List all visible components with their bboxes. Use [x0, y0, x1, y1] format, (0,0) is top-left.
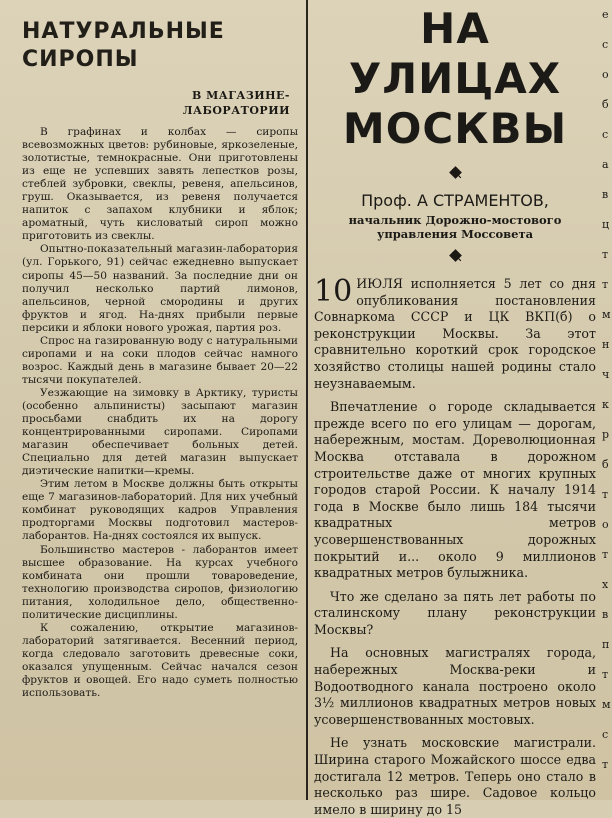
edge-fragment: н [602, 338, 610, 351]
edge-fragment: т [602, 548, 609, 561]
left-paragraph: Уезжающие на зимовку в Арктику, туристы (особенно альпинисты) засыпают магазин просьбами снабдить их на дорогу концентрированными сиропами. Сиропами магазин обеспечивает больных детей. Специально для детей магазин выпускает диэтические напитки—кремы. [22, 386, 298, 478]
main-headline-line-1: НА УЛИЦАХ [348, 4, 562, 103]
edge-fragment: т [602, 278, 609, 291]
edge-fragment: о [602, 518, 609, 531]
main-headline-line-2: МОСКВЫ [342, 104, 568, 153]
edge-fragment: б [602, 458, 609, 471]
edge-fragment: ц [602, 218, 610, 231]
edge-fragment: о [602, 68, 609, 81]
edge-fragment: в [602, 608, 609, 621]
edge-fragment: т [602, 248, 609, 261]
left-paragraph: В графинах и колбах — сиропы всевозможных цветов: рубиновые, яркозеленые, золотистые, темнокрасные. Они приготовлены из еще не успевших завять лепестков розы, стеблей зубровки, свеклы, ревеня, апельсинов, груш. Оказывается, из ревеня получается напиток с запахом клубники и яблок; ароматный, чуть кисловатый сироп можно приготовить из свеклы. [22, 126, 298, 243]
main-paragraph [314, 276, 596, 392]
main-headline [312, 0, 598, 154]
edge-fragment: т [602, 488, 609, 501]
left-paragraph: Спрос на газированную воду с натуральными сиропами и на соки плодов сейчас намного возрос. Каждый день в магазине бывает 20—22 тысячи покупателей. [22, 334, 298, 386]
edge-fragment: х [602, 578, 609, 591]
edge-fragment: р [602, 428, 610, 441]
edge-fragment: с [602, 38, 609, 51]
edge-fragment: в [602, 188, 609, 201]
edge-fragment: м [602, 698, 611, 711]
edge-fragment: м [602, 308, 611, 321]
author-role-line-2: управления Моссовета [376, 227, 534, 241]
edge-fragment: б [602, 98, 609, 111]
main-article [312, 0, 598, 818]
left-paragraph: Опытно-показательный магазин-лаборатория (ул. Горького, 91) сейчас ежедневно выпускает сиропы 45—50 названий. За последние дни он получил несколько партий лимонов, апельсинов, черной смородины и других фруктов и ягод. На-днях прибыли первые персики и яблоки нового урожая, партия роз. [22, 243, 298, 334]
author-name: Проф. А СТРАМЕНТОВ, [361, 191, 549, 210]
main-article-body [312, 276, 598, 818]
dropcap: 10 [314, 274, 353, 309]
left-column-article [22, 4, 298, 700]
edge-fragment: ч [602, 368, 610, 381]
left-paragraph: К сожалению, открытие магазинов-лабораторий затягивается. Весенний период, когда следовало заготовить древесные соки, оказался упущенным. Сейчас начался сезон фруктов и овощей. Его надо суметь полностью использовать. [22, 621, 298, 700]
left-headline-line-1: НАТУРАЛЬНЫЕ [22, 19, 225, 44]
left-headline [22, 18, 298, 74]
edge-fragment: е [602, 8, 609, 21]
author-role [312, 213, 598, 241]
main-paragraph-first-text: ИЮЛЯ исполняется 5 лет со дня опубликования постановления Совнаркома СССР и ЦК ВКП(б) о реконструкции Москвы. За этот сравнительно короткий срок городское хозяйство столицы нашей родины стало неузнаваемым. [314, 276, 596, 391]
main-paragraph: На основных магистралях города, набережных Москва-реки и Водоотводного канала построено около 3½ миллионов квадратных метров новых усовершенствованных мостовых. [314, 645, 596, 727]
edge-fragment: т [602, 758, 609, 771]
main-paragraph: Впечатление о городе складывается прежде всего по его улицам — дорогам, набережным, мостам. Дореволюционная Москва отставала в дорожном строительстве даже от многих крупных городов старой России. К началу 1914 года в Москве было лишь 184 тысячи квадратных метров усовершенствованных дорожных покрытий и... около 9 миллионов квадратных метров булыжника. [314, 399, 596, 581]
edge-fragment: т [602, 668, 609, 681]
edge-fragment: п [602, 638, 610, 651]
edge-fragment: с [602, 128, 609, 141]
left-subhead-line-2: ЛАБОРАТОРИИ [182, 104, 290, 117]
column-divider [306, 0, 308, 800]
edge-fragment: а [602, 158, 609, 171]
right-edge-column [600, 0, 612, 800]
left-paragraph: Этим летом в Москве должны быть открыты еще 7 магазинов-лабораторий. Для них учебный комбинат руководящих кадров Управления продторгами Москвы подготовил мастеров-лаборантов. На-днях состоялся их выпуск. [22, 478, 298, 543]
edge-fragment: с [602, 728, 609, 741]
left-headline-line-2: СИРОПЫ [22, 47, 139, 72]
left-subhead [22, 88, 290, 118]
left-paragraph: Большинство мастеров - лаборантов имеет высшее образование. На курсах учебного комбината они прошли товароведение, технологию производства сиропов, физиологию питания, холодильное дело, общественно-политические дисциплины. [22, 543, 298, 621]
main-paragraph: Не узнать московские магистрали. Ширина старого Можайского шоссе едва достигала 12 метров. Теперь оно стало в несколько раз шире. Садовое кольцо имело в ширину до 15 [314, 735, 596, 817]
main-paragraph: Что же сделано за пять лет работы по сталинскому плану реконструкции Москвы? [314, 588, 596, 637]
left-subhead-line-1: В МАГАЗИНЕ- [192, 89, 290, 102]
author-role-line-1: начальник Дорожно-мостового [348, 213, 562, 227]
edge-fragment: к [602, 398, 609, 411]
